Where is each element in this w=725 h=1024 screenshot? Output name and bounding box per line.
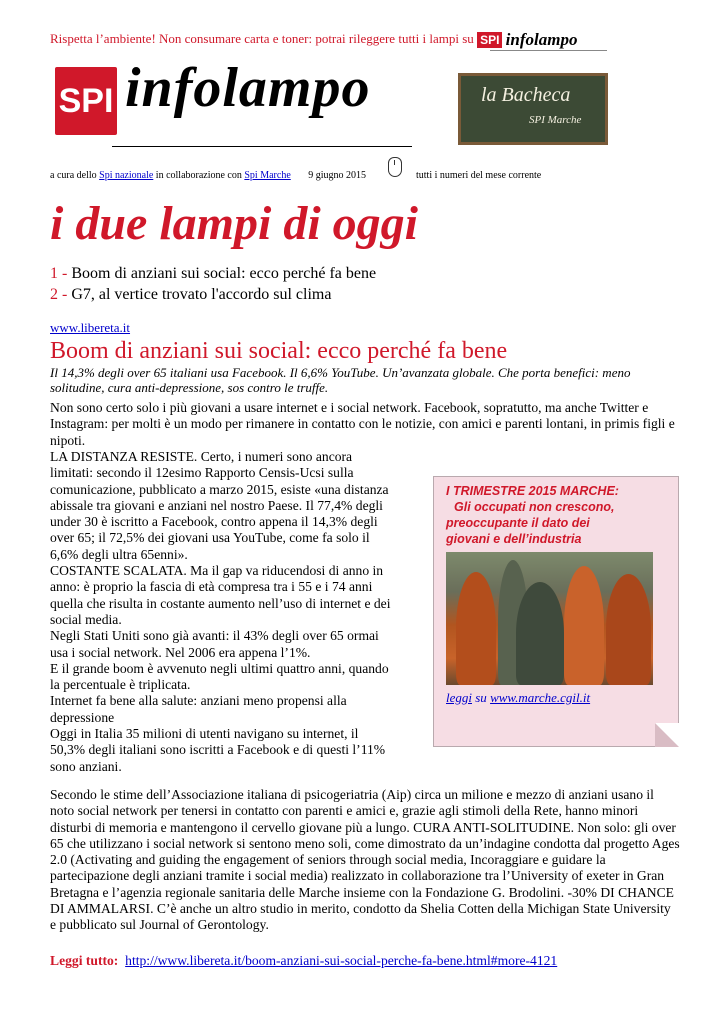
article-column-line: Internet fa bene alla salute: anziani meno propensi alla bbox=[50, 693, 347, 709]
side-note-title bbox=[446, 483, 671, 547]
read-all-link[interactable]: http://www.libereta.it/boom-anziani-sui-social-perche-fa-bene.html#more-4121 bbox=[125, 953, 558, 968]
article-column-line: depressione bbox=[50, 709, 115, 725]
article-paragraph: Secondo le stime dell’Associazione italiana di psicogeriatria (Aip) circa un milione e mezzo di anziani usano il noto social network per tenersi in contatto con parenti e amici e, grazie agli stimoli della Rete, hanno minori disturbi di memoria e mantengono il cervello giovane più a lungo. CURA ANTI-SOLITUDINE. Non solo: gli over 65 che utilizzano i social network si sentono meno soli, come dimostrato da un’indagine condotta dal progetto Ages 2.0 (Activating and guiding the engagement of seniors through social media, Incoraggiare e guidare la partecipazione degli anziani tramite i social media) realizzato in collaborazione tra l’University of exeter in Gran Bretagna e l’agenzia regionale sanitaria delle Marche insieme con la Fondazione G. Brodolini. -30% DI CHANCE DI AMMALARSI. C’è anche un altro studio in merito, condotto da Shelia Cotten della Michigan State University e pubblicato sul Journal of Gerontology. bbox=[50, 787, 680, 933]
article-column-line: comunicazione, pubblicato a marzo 2015, esiste «una distanza bbox=[50, 481, 389, 497]
lampo-item-2[interactable] bbox=[50, 286, 331, 304]
infolampo-brand-small[interactable]: infolampo bbox=[505, 30, 578, 49]
article-column-line: social media. bbox=[50, 611, 122, 627]
spi-logo: SPI bbox=[55, 67, 117, 135]
byline-middle: in collaborazione con bbox=[155, 170, 242, 181]
article-column-line: LA DISTANZA RESISTE. Certo, i numeri sono ancora bbox=[50, 449, 353, 464]
read-all-label: Leggi tutto: bbox=[50, 953, 119, 968]
side-link-mid: su bbox=[475, 690, 487, 705]
article-column-line: quella che risulta in costante aumento nell’uso di internet e dei bbox=[50, 595, 391, 611]
bacheca-subtitle: SPI Marche bbox=[529, 114, 582, 126]
article-column-line: Oggi in Italia 35 milioni di utenti navigano su internet, il bbox=[50, 726, 359, 742]
article-column-line: anno: è proprio la fascia di età compresa tra i 55 e i 74 anni bbox=[50, 579, 373, 595]
article-column-line: 50,3% degli italiani sono iscritti a Facebook e di questi l’11% bbox=[50, 742, 386, 758]
article-paragraph: Non sono certo solo i più giovani a usare internet e i social network. Facebook, sopratutto, ma anche Twitter e Instagram: per molti è un modo per rimanere in contatto con le notizie, con amici e parenti lontani, in primis figli e nipoti. bbox=[50, 400, 675, 448]
spi-marche-link[interactable]: Spi Marche bbox=[244, 170, 291, 181]
workers-photo bbox=[446, 552, 653, 685]
banner-divider bbox=[490, 50, 607, 51]
mouse-icon[interactable] bbox=[388, 157, 402, 177]
lampo-number: 1 - bbox=[50, 265, 68, 282]
side-title-line: Gli occupati non crescono, bbox=[454, 500, 615, 514]
side-title-line: I TRIMESTRE 2015 MARCHE: bbox=[446, 484, 619, 498]
article-lead: Il 14,3% degli over 65 italiani usa Facebook. Il 6,6% YouTube. Un’avanzata globale. Che porta benefici: meno solitudine, cura anti-depressione, sos contro le truffe. bbox=[50, 365, 631, 395]
bacheca-title: la Bacheca bbox=[481, 84, 571, 106]
bacheca-chalkboard-image[interactable] bbox=[458, 73, 608, 145]
masthead-divider bbox=[112, 146, 412, 147]
lampo-item-1[interactable] bbox=[50, 265, 376, 283]
article-column-line: Negli Stati Uniti sono già avanti: il 43% degli over 65 ormai bbox=[50, 628, 379, 644]
lampo-title: G7, al vertice trovato l'accordo sul clima bbox=[71, 286, 332, 303]
article-title: Boom di anziani sui social: ecco perché fa bene bbox=[50, 338, 508, 364]
page-curl bbox=[655, 723, 679, 747]
leggi-link[interactable]: leggi bbox=[446, 690, 472, 705]
article-column-line: COSTANTE SCALATA. Ma il gap va riducendosi di anno in bbox=[50, 563, 384, 579]
article-column-line: over 65; il 72,5% dei giovani usa YouTube, come fa solo il bbox=[50, 530, 370, 546]
source-site-link[interactable]: www.libereta.it bbox=[50, 320, 131, 335]
article-column-line: E il grande boom è avvenuto negli ultimi quattro anni, quando bbox=[50, 660, 389, 676]
byline-prefix: a cura dello bbox=[50, 170, 97, 181]
spi-logo-small[interactable]: SPI bbox=[477, 32, 502, 48]
article-column-line: la percentuale è triplicata. bbox=[50, 677, 191, 693]
article-column-line: 6,6% degli ultra 65enni». bbox=[50, 546, 188, 562]
article-column-line: under 30 è iscritto a Facebook, contro appena il 14,3% degli bbox=[50, 514, 378, 530]
article-column-line: abissale tra giovani e anziani nel nostro Paese. Il 77,4% degli bbox=[50, 497, 383, 513]
side-title-line: preoccupante il dato dei bbox=[446, 516, 590, 530]
issue-date: 9 giugno 2015 bbox=[308, 170, 367, 181]
top-banner bbox=[50, 30, 577, 50]
month-issues-link[interactable]: tutti i numeri del mese corrente bbox=[416, 170, 542, 181]
cgil-site-link[interactable]: www.marche.cgil.it bbox=[490, 690, 591, 705]
article-column-line: sono anziani. bbox=[50, 758, 122, 774]
infolampo-title: infolampo bbox=[125, 57, 371, 119]
article-column bbox=[50, 449, 410, 775]
page-headline: i due lampi di oggi bbox=[50, 197, 419, 250]
spi-nazionale-link[interactable]: Spi nazionale bbox=[99, 170, 154, 181]
article-column-line: usa i social network. Nel 2006 era appena l’1%. bbox=[50, 644, 311, 660]
article-column-line: limitati: secondo il 12esimo Rapporto Censis-Ucsi sulla bbox=[50, 465, 354, 481]
side-title-line: giovani e dell’industria bbox=[446, 532, 582, 546]
side-note-link-row bbox=[446, 690, 590, 706]
banner-text: Rispetta l’ambiente! Non consumare carta e toner: potrai rileggere tutti i lampi su bbox=[50, 30, 474, 46]
lampo-title: Boom di anziani sui social: ecco perché fa bene bbox=[71, 265, 377, 282]
lampo-number: 2 - bbox=[50, 286, 68, 303]
byline bbox=[50, 170, 366, 181]
read-all bbox=[50, 953, 557, 969]
